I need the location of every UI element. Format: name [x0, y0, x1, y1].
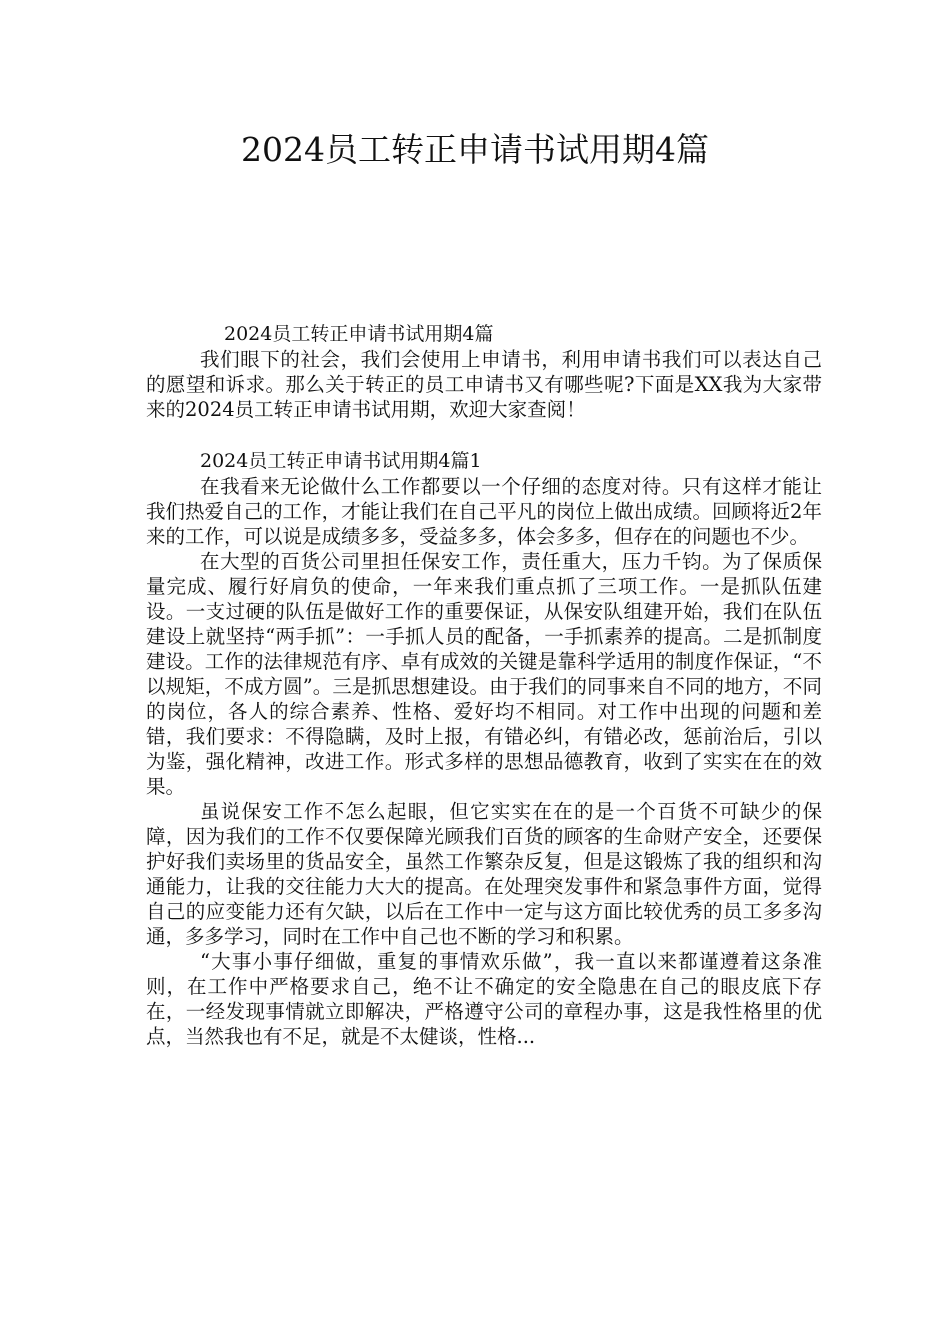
document-title: 2024员工转正申请书试用期4篇 — [241, 130, 709, 169]
body-paragraph-2: 在大型的百货公司里担任保安工作，责任重大，压力千钧。为了保质保量完成、履行好肩负的使命，一年来我们重点抓了三项工作。一是抓队伍建设。一支过硬的队伍是做好工作的重要保证，从保安队组建开始，我们在队伍建设上就坚持“两手抓”：一手抓人员的配备，一手抓素养的提高。二是抓制度建设。工作的法律规范有序、卓有成效的关键是靠科学适用的制度作保证，“不以规矩，不成方圆”。三是抓思想建设。由于我们的同事来自不同的地方，不同的岗位，各人的综合素养、性格、爱好均不相同。对工作中出现的问题和差错，我们要求：不得隐瞒，及时上报，有错必纠，有错必改，惩前治后，引以为鉴，强化精神，改进工作。形式多样的思想品德教育，收到了实实在在的效果。 — [146, 550, 822, 798]
intro-paragraph: 我们眼下的社会，我们会使用上申请书，利用申请书我们可以表达自己的愿望和诉求。那么关于转正的员工申请书又有哪些呢?下面是XX我为大家带来的2024员工转正申请书试用期，欢迎大家查阅！ — [146, 348, 822, 421]
body-paragraph-4: “大事小事仔细做，重复的事情欢乐做”，我一直以来都谨遵着这条准则，在工作中严格要求自己，绝不让不确定的安全隐患在自己的眼皮底下存在，一经发现事情就立即解决，严格遵守公司的章程办事，这是我性格里的优点，当然我也有不足，就是不太健谈，性格... — [146, 950, 822, 1048]
body-paragraph-1: 在我看来无论做什么工作都要以一个仔细的态度对待。只有这样才能让我们热爱自己的工作，才能让我们在自己平凡的岗位上做出成绩。回顾将近2年来的工作，可以说是成绩多多，受益多多，体会多多，但存在的问题也不少。 — [146, 475, 822, 548]
document-body — [146, 322, 822, 1049]
section-heading: 2024员工转正申请书试用期4篇1 — [200, 450, 482, 472]
article-heading: 2024员工转正申请书试用期4篇 — [224, 323, 494, 345]
paragraph-spacer — [146, 422, 822, 449]
body-paragraph-3: 虽说保安工作不怎么起眼，但它实实在在的是一个百货不可缺少的保障，因为我们的工作不仅要保障光顾我们百货的顾客的生命财产安全，还要保护好我们卖场里的货品安全，虽然工作繁杂反复，但是这锻炼了我的组织和沟通能力，让我的交往能力大大的提高。在处理突发事件和紧急事件方面，觉得自己的应变能力还有欠缺，以后在工作中一定与这方面比较优秀的员工多多沟通，多多学习，同时在工作中自己也不断的学习和积累。 — [146, 800, 822, 948]
